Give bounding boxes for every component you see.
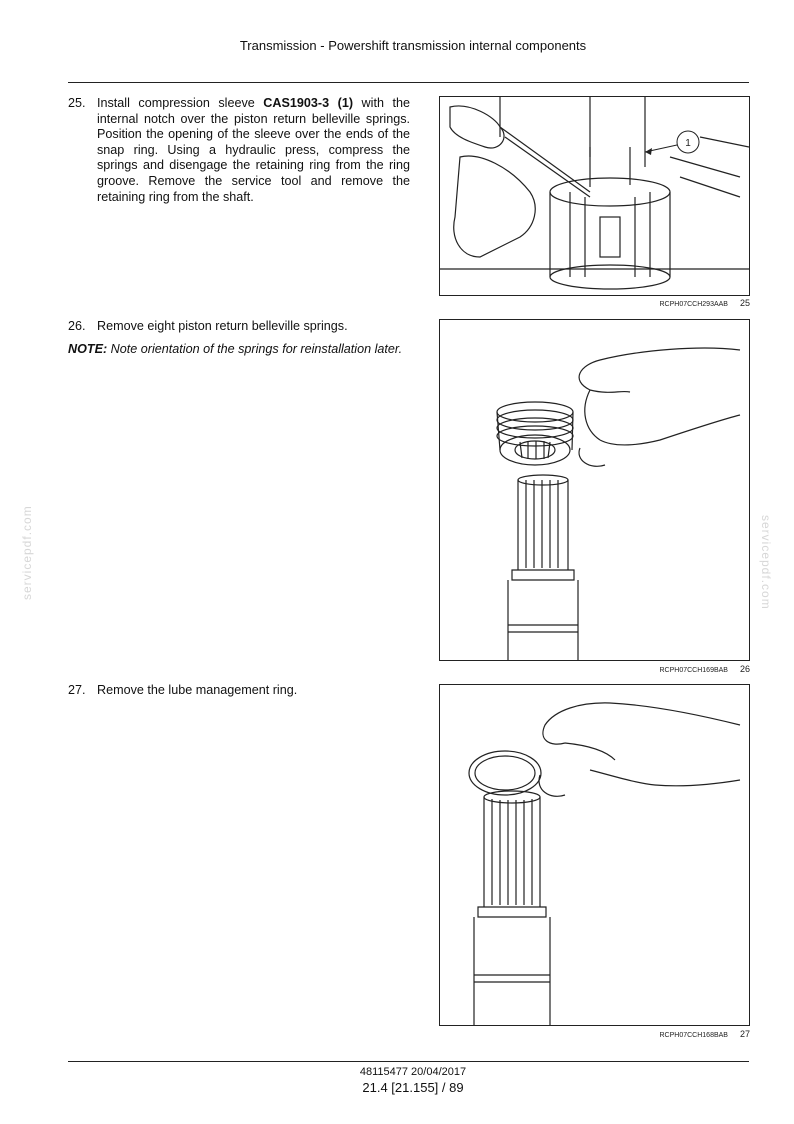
figure-number: 25 bbox=[739, 298, 750, 308]
figure-number: 27 bbox=[739, 1029, 750, 1039]
note-text: Note orientation of the springs for reinstallation later. bbox=[107, 342, 403, 356]
footer-rule bbox=[68, 1061, 749, 1062]
step-27 bbox=[68, 683, 410, 699]
figure-27-caption bbox=[560, 1029, 750, 1039]
watermark-right: servicepdf.com bbox=[759, 515, 773, 610]
figure-code: RCPH07CCH168BAB bbox=[659, 1032, 728, 1039]
callout-label: 1 bbox=[685, 138, 691, 149]
figure-number: 26 bbox=[739, 664, 750, 674]
footer-doc-code: 48115477 20/04/2017 bbox=[359, 1066, 467, 1078]
step-text: Remove the lube management ring. bbox=[97, 683, 298, 697]
figure-26-caption bbox=[560, 664, 750, 674]
step-25 bbox=[68, 96, 410, 205]
step-number: 26. bbox=[68, 319, 86, 333]
callout-1 bbox=[645, 131, 699, 155]
step-26 bbox=[68, 319, 410, 335]
note-label: NOTE: bbox=[68, 342, 108, 356]
page-header-title: Transmission - Powershift transmission internal components bbox=[239, 38, 587, 53]
figure-25-image bbox=[439, 96, 750, 296]
figure-27-image bbox=[439, 684, 750, 1026]
step-text-part: Install compression sleeve bbox=[97, 96, 264, 110]
figure-26-image bbox=[439, 319, 750, 661]
figure-25-caption bbox=[560, 298, 750, 308]
step-text: Remove eight piston return belleville springs. bbox=[97, 319, 348, 333]
header-rule bbox=[68, 82, 749, 83]
note bbox=[68, 342, 410, 358]
figure-code: RCPH07CCH169BAB bbox=[659, 667, 728, 674]
figure-code: RCPH07CCH293AAB bbox=[659, 301, 728, 308]
step-number: 25. bbox=[68, 96, 86, 110]
step-text bbox=[97, 96, 410, 205]
footer-page-number: 21.4 [21.155] / 89 bbox=[362, 1080, 464, 1095]
tool-reference: CAS1903-3 (1) bbox=[263, 96, 354, 110]
watermark-left: servicepdf.com bbox=[20, 505, 34, 600]
step-text-part: with the internal notch over the piston return belleville springs. Position the opening of the sleeve over the ends of the snap ring. Using a hydraulic press, compress the springs and disengage the retaining ring from the ring groove. Remove the service tool and remove the retaining ring from the shaft. bbox=[97, 96, 410, 204]
step-number: 27. bbox=[68, 683, 86, 697]
